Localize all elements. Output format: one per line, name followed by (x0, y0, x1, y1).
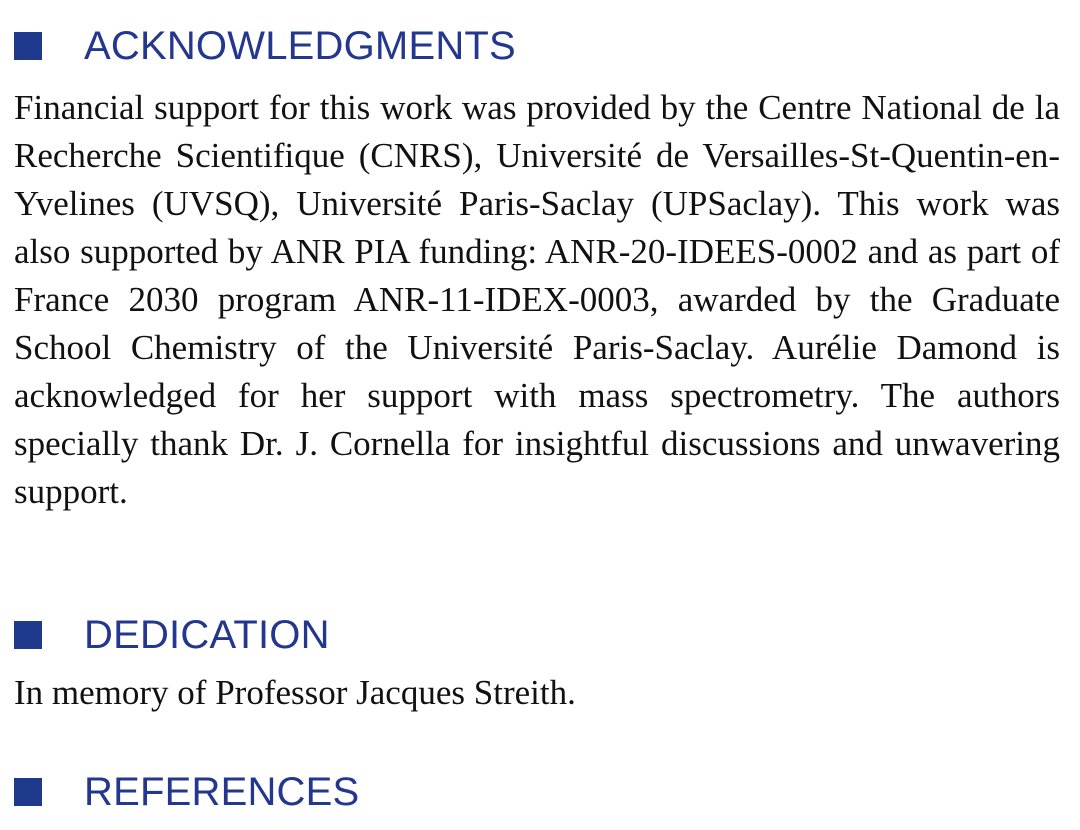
acknowledgments-heading (14, 18, 1060, 74)
section-marker-square (14, 32, 42, 60)
acknowledgments-section (14, 18, 1060, 516)
dedication-heading (14, 607, 1060, 663)
acknowledgments-paragraph: Financial support for this work was provided by the Centre National de la Recherche Scientifique (CNRS), Université de Versailles-St-Quentin-en-Yvelines (UVSQ), Université Paris-Saclay (UPSaclay). This work was also supported by ANR PIA funding: ANR-20-IDEES-0002 and as part of France 2030 program ANR-11-IDEX-0003, awarded by the Graduate School Chemistry of the Université Paris-Saclay. Aurélie Damond is acknowledged for her support with mass spectrometry. The authors specially thank Dr. J. Cornella for insightful discussions and unwavering support. (14, 88, 1060, 511)
dedication-section (14, 607, 1060, 717)
references-heading (14, 764, 1060, 820)
section-marker-square (14, 621, 42, 649)
acknowledgments-heading-text: ACKNOWLEDGMENTS (84, 24, 516, 68)
dedication-paragraph: In memory of Professor Jacques Streith. (14, 673, 576, 712)
section-marker-square (14, 778, 42, 806)
dedication-heading-text: DEDICATION (84, 613, 330, 657)
references-section (14, 764, 1060, 820)
references-heading-text: REFERENCES (84, 770, 360, 814)
